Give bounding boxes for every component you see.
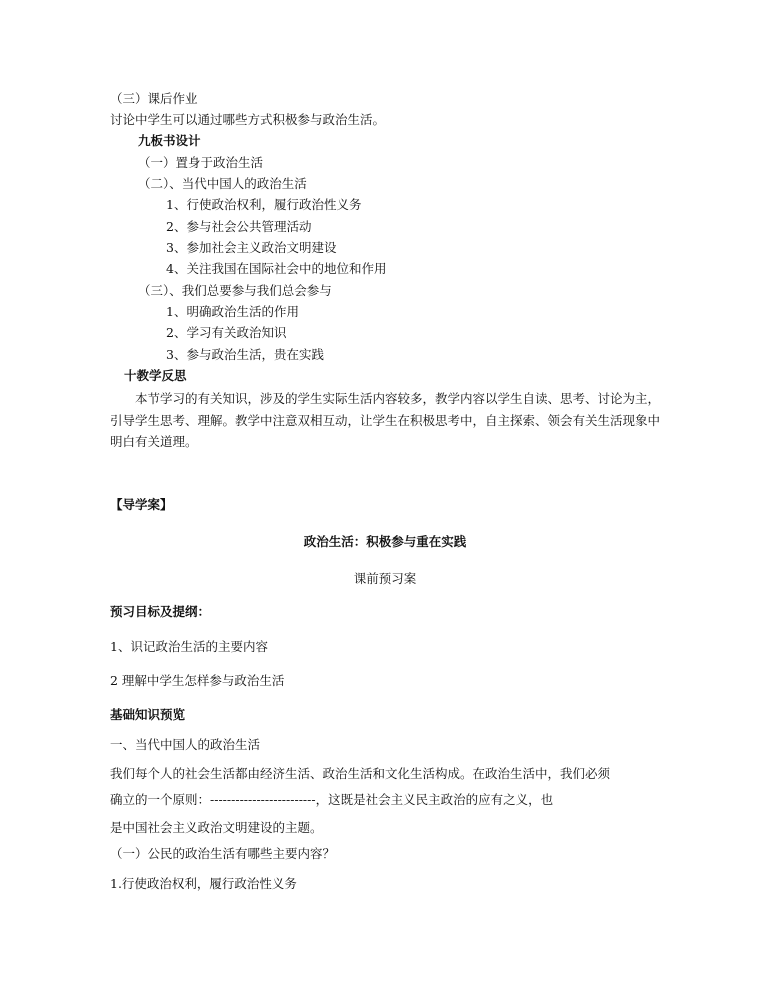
paragraph-line: 我们每个人的社会生活都由经济生活、政治生活和文化生活构成。在政治生活中，我们必须 xyxy=(110,766,611,781)
board-subitem: 2、参与社会公共管理活动 xyxy=(166,219,312,234)
basics-heading: 基础知识预览 xyxy=(110,707,186,722)
reflection-heading: 十教学反思 xyxy=(124,368,187,383)
paragraph-line: 确立的一个原则：-------------------------，这既是社会主义民主政治的应有之义，也 xyxy=(110,792,554,807)
board-item-3: （三）、我们总要参与我们总会参与 xyxy=(138,283,332,298)
board-subitem: 1、明确政治生活的作用 xyxy=(166,304,299,319)
goals-heading: 预习目标及提纲： xyxy=(110,604,211,619)
section-heading: 一、当代中国人的政治生活 xyxy=(110,737,261,752)
paragraph-line: 是中国社会主义政治文明建设的主题。 xyxy=(110,820,323,835)
homework-text: 讨论中学生可以通过哪些方式积极参与政治生活。 xyxy=(110,112,386,127)
question: （一）公民的政治生活有哪些主要内容？ xyxy=(110,846,336,861)
board-subitem: 2、学习有关政治知识 xyxy=(166,325,287,340)
goal-item: 2 理解中学生怎样参与政治生活 xyxy=(110,673,285,688)
board-subitem: 1、行使政治权利，履行政治性义务 xyxy=(166,197,362,212)
board-subitem: 3、参加社会主义政治文明建设 xyxy=(166,240,337,255)
guide-title: 政治生活：积极参与重在实践 xyxy=(303,534,467,549)
guide-subtitle: 课前预习案 xyxy=(353,571,417,586)
goal-item: 1、识记政治生活的主要内容 xyxy=(110,639,268,654)
answer: 1.行使政治权利，履行政治性义务 xyxy=(110,876,297,891)
board-item-2: （二）、当代中国人的政治生活 xyxy=(138,176,307,191)
board-subitem: 3、参与政治生活，贵在实践 xyxy=(166,347,324,362)
board-subitem: 4、关注我国在国际社会中的地位和作用 xyxy=(166,261,387,276)
homework-heading: （三）课后作业 xyxy=(110,91,198,106)
board-item-1: （一）置身于政治生活 xyxy=(138,155,264,170)
reflection-text: 本节学习的有关知识，涉及的学生实际生活内容较多，教学内容以学生自读、思考、讨论为主，引导学生思考、理解。教学中注意双相互动，让学生在积极思考中，自主探索、领会有关生活现象中明白有关道理。 xyxy=(110,391,661,449)
board-heading: 九板书设计 xyxy=(138,133,201,148)
guide-label: 【导学案】 xyxy=(110,497,173,512)
